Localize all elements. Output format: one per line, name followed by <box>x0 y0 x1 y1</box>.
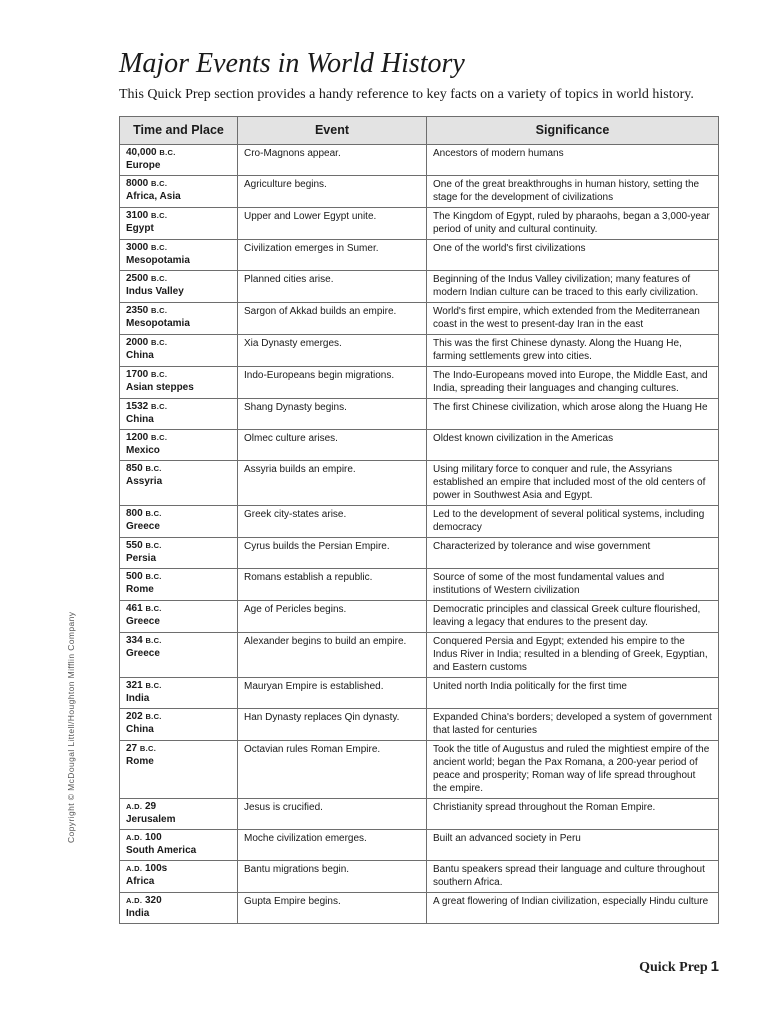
place: Greece <box>126 647 160 659</box>
place: Greece <box>126 520 160 532</box>
time-and-place-cell <box>120 335 238 367</box>
date-line <box>126 508 231 521</box>
year: 321 <box>126 680 143 691</box>
header-event: Event <box>238 117 427 145</box>
place: China <box>126 413 154 425</box>
event-cell: Han Dynasty replaces Qin dynasty. <box>238 709 427 741</box>
significance-cell: Ancestors of modern humans <box>427 145 719 176</box>
year: 2350 <box>126 305 149 316</box>
date-line <box>126 337 231 350</box>
table-row <box>120 633 719 678</box>
era: B.C. <box>151 370 168 379</box>
event-cell: Olmec culture arises. <box>238 430 427 461</box>
place: India <box>126 692 150 704</box>
place: Africa, Asia <box>126 190 181 202</box>
era: B.C. <box>145 509 162 518</box>
copyright-notice: Copyright © McDougal Littell/Houghton Mifflin Company <box>66 611 76 843</box>
year: 334 <box>126 635 143 646</box>
place: Rome <box>126 583 154 595</box>
significance-cell: World's first empire, which extended from the Mediterranean coast in the west to present-day Iran in the east <box>427 303 719 335</box>
era: B.C. <box>139 744 157 753</box>
event-cell: Civilization emerges in Sumer. <box>238 240 427 271</box>
year: 29 <box>144 801 157 812</box>
table-row <box>120 893 719 924</box>
significance-cell: This was the first Chinese dynasty. Along the Huang He, farming settlements grew into cities. <box>427 335 719 367</box>
time-and-place-cell <box>120 799 238 830</box>
significance-cell: Source of some of the most fundamental values and institutions of Western civilization <box>427 569 719 601</box>
event-cell: Greek city-states arise. <box>238 506 427 538</box>
time-and-place-cell <box>120 399 238 430</box>
time-and-place-cell <box>120 678 238 709</box>
place: India <box>126 907 150 919</box>
event-cell: Cro-Magnons appear. <box>238 145 427 176</box>
header-significance: Significance <box>427 117 719 145</box>
event-cell: Indo-Europeans begin migrations. <box>238 367 427 399</box>
year: 1200 <box>126 432 149 443</box>
date-line <box>126 603 231 616</box>
table-row <box>120 678 719 709</box>
event-cell: Octavian rules Roman Empire. <box>238 741 427 799</box>
event-cell: Romans establish a republic. <box>238 569 427 601</box>
table-row <box>120 506 719 538</box>
time-and-place-cell <box>120 461 238 506</box>
significance-cell: Oldest known civilization in the Americas <box>427 430 719 461</box>
date-line <box>126 863 231 876</box>
date-line <box>126 242 231 255</box>
event-cell: Gupta Empire begins. <box>238 893 427 924</box>
place: Africa <box>126 875 155 887</box>
era: B.C. <box>151 306 168 315</box>
year: 320 <box>144 895 162 906</box>
time-and-place-cell <box>120 538 238 569</box>
date-line <box>126 895 231 908</box>
event-cell: Agriculture begins. <box>238 176 427 208</box>
year: 100 <box>144 832 162 843</box>
time-and-place-cell <box>120 830 238 861</box>
era: B.C. <box>145 604 162 613</box>
date-line <box>126 540 231 553</box>
table-row <box>120 538 719 569</box>
year: 550 <box>126 540 143 551</box>
date-line <box>126 832 231 845</box>
time-and-place-cell <box>120 208 238 240</box>
table-row <box>120 399 719 430</box>
time-and-place-cell <box>120 601 238 633</box>
event-cell: Mauryan Empire is established. <box>238 678 427 709</box>
year: 8000 <box>126 178 149 189</box>
significance-cell: United north India politically for the first time <box>427 678 719 709</box>
year: 850 <box>126 463 143 474</box>
place: Greece <box>126 615 160 627</box>
time-and-place-cell <box>120 741 238 799</box>
table-row <box>120 799 719 830</box>
place: Persia <box>126 552 157 564</box>
date-line <box>126 743 231 756</box>
header-time-and-place: Time and Place <box>120 117 238 145</box>
year: 2500 <box>126 273 149 284</box>
date-line <box>126 463 231 476</box>
date-line <box>126 571 231 584</box>
significance-cell: The first Chinese civilization, which arose along the Huang He <box>427 399 719 430</box>
table-row <box>120 430 719 461</box>
event-cell: Cyrus builds the Persian Empire. <box>238 538 427 569</box>
event-cell: Alexander begins to build an empire. <box>238 633 427 678</box>
year: 461 <box>126 603 143 614</box>
table-row <box>120 271 719 303</box>
era: B.C. <box>151 211 168 220</box>
event-cell: Sargon of Akkad builds an empire. <box>238 303 427 335</box>
year: 800 <box>126 508 143 519</box>
year: 3100 <box>126 210 149 221</box>
era: B.C. <box>145 572 162 581</box>
era: B.C. <box>145 636 162 645</box>
page-number: 1 <box>710 958 719 975</box>
table-row <box>120 367 719 399</box>
time-and-place-cell <box>120 709 238 741</box>
place: Mesopotamia <box>126 317 190 329</box>
time-and-place-cell <box>120 569 238 601</box>
place: Jerusalem <box>126 813 176 825</box>
event-cell: Age of Pericles begins. <box>238 601 427 633</box>
significance-cell: The Indo-Europeans moved into Europe, the Middle East, and India, spreading their languages and changing cultures. <box>427 367 719 399</box>
significance-cell: Democratic principles and classical Greek culture flourished, leaving a legacy that endures to the present day. <box>427 601 719 633</box>
time-and-place-cell <box>120 506 238 538</box>
significance-cell: Beginning of the Indus Valley civilization; many features of modern Indian culture can be traced to this early civilization. <box>427 271 719 303</box>
era: B.C. <box>145 541 162 550</box>
time-and-place-cell <box>120 633 238 678</box>
significance-cell: A great flowering of Indian civilization, especially Hindu culture <box>427 893 719 924</box>
event-cell: Planned cities arise. <box>238 271 427 303</box>
table-row <box>120 569 719 601</box>
place: Mesopotamia <box>126 254 190 266</box>
place: Indus Valley <box>126 285 184 297</box>
significance-cell: Led to the development of several political systems, including democracy <box>427 506 719 538</box>
time-and-place-cell <box>120 893 238 924</box>
place: China <box>126 349 154 361</box>
place: Rome <box>126 755 154 767</box>
era: A.D. <box>126 896 143 905</box>
significance-cell: Using military force to conquer and rule, the Assyrians established an empire that included most of the old centers of power in Southwest Asia and Egypt. <box>427 461 719 506</box>
era: A.D. <box>126 864 143 873</box>
time-and-place-cell <box>120 271 238 303</box>
time-and-place-cell <box>120 145 238 176</box>
table-header-row <box>120 117 719 145</box>
place: Asian steppes <box>126 381 194 393</box>
intro-text: This Quick Prep section provides a handy reference to key facts on a variety of topics in world history. <box>119 87 694 102</box>
place: China <box>126 723 154 735</box>
year: 202 <box>126 711 143 722</box>
year: 3000 <box>126 242 149 253</box>
time-and-place-cell <box>120 367 238 399</box>
date-line <box>126 273 231 286</box>
place: South America <box>126 844 197 856</box>
time-and-place-cell <box>120 303 238 335</box>
table-row <box>120 741 719 799</box>
significance-cell: Took the title of Augustus and ruled the mightiest empire of the ancient world; began the Pax Romana, a 200-year period of peace and prosperity; Roman way of life spread throughout the empire. <box>427 741 719 799</box>
event-cell: Bantu migrations begin. <box>238 861 427 893</box>
table-row <box>120 861 719 893</box>
place: Mexico <box>126 444 160 456</box>
place: Europe <box>126 159 161 171</box>
era: B.C. <box>151 179 168 188</box>
year: 1700 <box>126 369 149 380</box>
date-line <box>126 178 231 191</box>
date-line <box>126 401 231 414</box>
event-cell: Moche civilization emerges. <box>238 830 427 861</box>
event-cell: Shang Dynasty begins. <box>238 399 427 430</box>
event-cell: Jesus is crucified. <box>238 799 427 830</box>
event-cell: Upper and Lower Egypt unite. <box>238 208 427 240</box>
era: B.C. <box>159 148 176 157</box>
era: A.D. <box>126 833 143 842</box>
era: B.C. <box>145 681 162 690</box>
table-row <box>120 830 719 861</box>
event-cell: Assyria builds an empire. <box>238 461 427 506</box>
significance-cell: The Kingdom of Egypt, ruled by pharaohs, began a 3,000-year period of unity and cultural continuity. <box>427 208 719 240</box>
year: 500 <box>126 571 143 582</box>
year: 1532 <box>126 401 149 412</box>
table-row <box>120 145 719 176</box>
year: 40,000 <box>126 147 157 158</box>
date-line <box>126 711 231 724</box>
table-row <box>120 601 719 633</box>
era: B.C. <box>145 712 162 721</box>
year: 2000 <box>126 337 149 348</box>
place: Egypt <box>126 222 154 234</box>
date-line <box>126 147 231 160</box>
era: B.C. <box>151 433 168 442</box>
table-row <box>120 461 719 506</box>
table-row <box>120 709 719 741</box>
date-line <box>126 680 231 693</box>
significance-cell: One of the world's first civilizations <box>427 240 719 271</box>
time-and-place-cell <box>120 240 238 271</box>
era: B.C. <box>151 274 168 283</box>
date-line <box>126 305 231 318</box>
significance-cell: Built an advanced society in Peru <box>427 830 719 861</box>
date-line <box>126 210 231 223</box>
events-table <box>119 116 719 924</box>
page-footer <box>639 958 719 976</box>
table-row <box>120 335 719 367</box>
significance-cell: Christianity spread throughout the Roman Empire. <box>427 799 719 830</box>
year: 100s <box>144 863 168 874</box>
table-row <box>120 303 719 335</box>
time-and-place-cell <box>120 861 238 893</box>
event-cell: Xia Dynasty emerges. <box>238 335 427 367</box>
table-row <box>120 176 719 208</box>
era: B.C. <box>151 402 168 411</box>
significance-cell: Conquered Persia and Egypt; extended his empire to the Indus River in India; resulted in a blending of Greek, Egyptian, and Eastern customs <box>427 633 719 678</box>
date-line <box>126 635 231 648</box>
era: B.C. <box>151 338 168 347</box>
date-line <box>126 369 231 382</box>
date-line <box>126 801 231 814</box>
era: A.D. <box>126 802 143 811</box>
time-and-place-cell <box>120 430 238 461</box>
significance-cell: Expanded China's borders; developed a system of government that lasted for centuries <box>427 709 719 741</box>
time-and-place-cell <box>120 176 238 208</box>
era: B.C. <box>151 243 168 252</box>
date-line <box>126 432 231 445</box>
significance-cell: Characterized by tolerance and wise government <box>427 538 719 569</box>
footer-label: Quick Prep <box>639 960 708 975</box>
year: 27 <box>126 743 138 754</box>
significance-cell: One of the great breakthroughs in human history, setting the stage for the development of civilizations <box>427 176 719 208</box>
era: B.C. <box>145 464 162 473</box>
page-title: Major Events in World History <box>119 48 465 79</box>
table-row <box>120 208 719 240</box>
table-row <box>120 240 719 271</box>
place: Assyria <box>126 475 163 487</box>
significance-cell: Bantu speakers spread their language and culture throughout southern Africa. <box>427 861 719 893</box>
